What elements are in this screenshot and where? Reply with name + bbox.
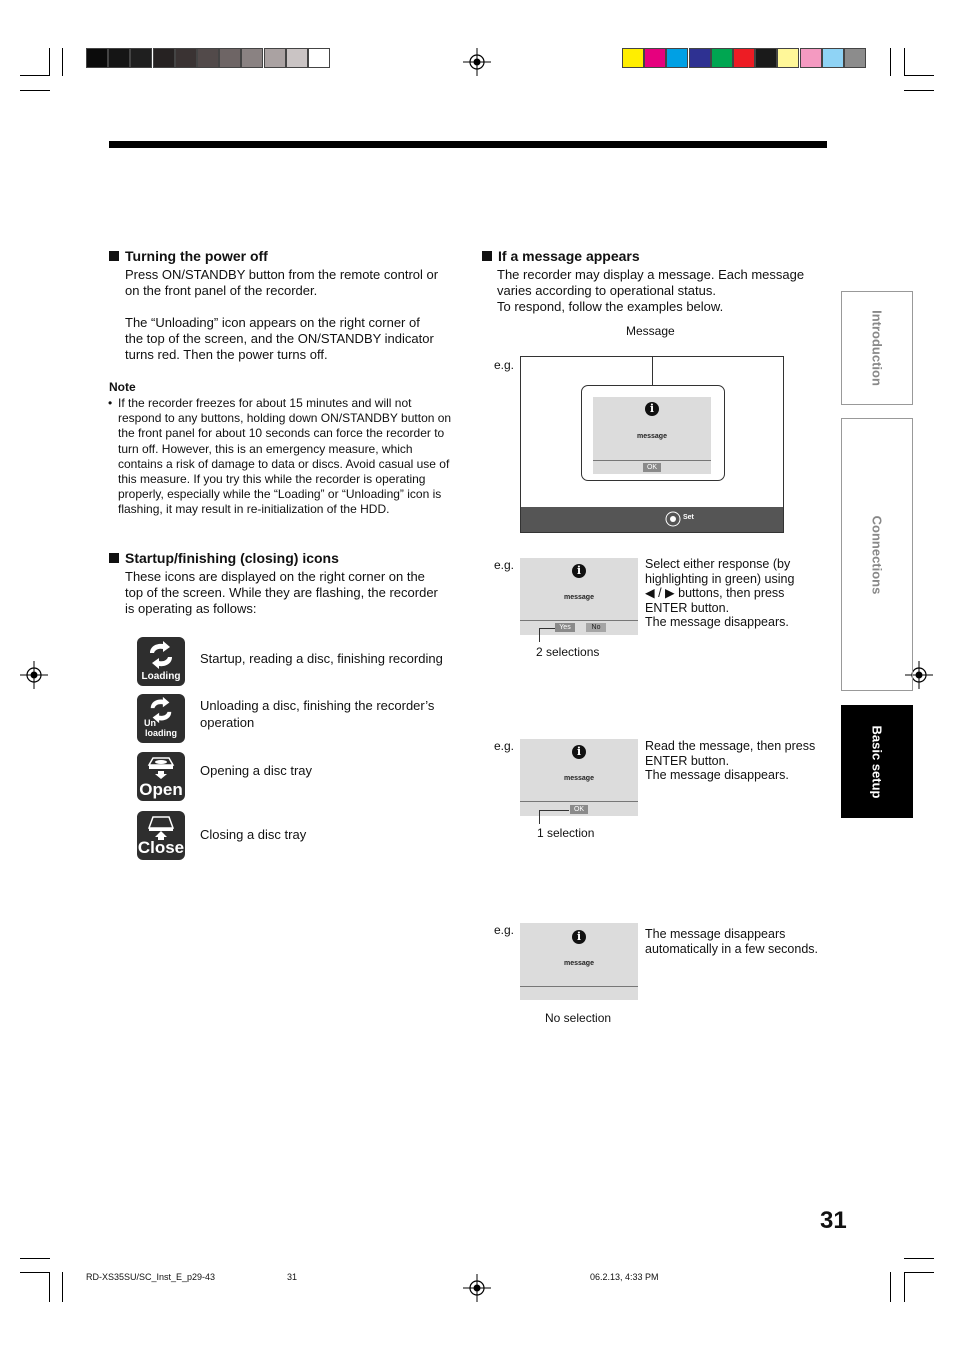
power-off-para2: The “Unloading” icon appears on the right corner of the top of the screen, and the ON/STANDBY indicator turns red. Then the power turns off.	[125, 315, 434, 362]
gray-swatch	[286, 48, 308, 68]
two-selection-caption: 2 selections	[536, 645, 600, 659]
close-tray-icon	[137, 811, 185, 860]
gray-swatch	[241, 48, 263, 68]
note-title: Note	[109, 380, 136, 394]
tab-connections-label: Connections	[869, 515, 885, 594]
close-icon-label: Close	[137, 838, 185, 857]
color-swatch	[711, 48, 733, 68]
color-swatch	[666, 48, 688, 68]
info-icon: i	[572, 930, 586, 944]
open-icon-label: Open	[139, 780, 183, 799]
top-rule	[109, 141, 827, 148]
heading-bullet-icon	[109, 553, 119, 563]
color-swatch	[755, 48, 777, 68]
eg-label-4: e.g.	[494, 923, 515, 937]
color-swatch	[733, 48, 755, 68]
screen-status-bar	[521, 507, 783, 532]
no-selection-desc: The message disappears automatically in a few seconds.	[645, 927, 819, 956]
color-swatch	[800, 48, 822, 68]
one-selection-desc: Read the message, then press ENTER button. The message disappears.	[645, 739, 816, 782]
two-selection-desc: Select either response (by highlighting in green) using ◀ / ▶ buttons, then press ENTER button. The message disappears.	[645, 557, 795, 629]
power-off-title: Turning the power off	[125, 248, 268, 264]
footer-date: 06.2.13, 4:33 PM	[590, 1272, 659, 1282]
no-selection-caption: No selection	[545, 1011, 612, 1025]
one-selection-caption: 1 selection	[537, 826, 595, 840]
gray-swatch	[153, 48, 175, 68]
message-text: message	[637, 433, 667, 440]
tab-basic-setup-label: Basic setup	[869, 725, 885, 798]
message-text: message	[564, 775, 594, 782]
registration-mark-top	[463, 48, 491, 76]
message-dialog-body	[593, 397, 711, 474]
message-intro: The recorder may display a message. Each message varies according to operational status. To respond, follow the examples below.	[497, 267, 805, 314]
heading-bullet-icon	[109, 251, 119, 261]
tab-introduction-label: Introduction	[869, 310, 885, 386]
gray-swatch	[219, 48, 241, 68]
message-text: message	[564, 960, 594, 967]
two-selection-dialog	[520, 558, 638, 635]
icons-title: Startup/finishing (closing) icons	[125, 550, 339, 566]
gray-swatch	[175, 48, 197, 68]
no-selection-dialog	[520, 923, 638, 1000]
message-title: If a message appears	[498, 248, 640, 264]
open-desc: Opening a disc tray	[200, 763, 313, 778]
info-icon: i	[645, 402, 659, 416]
tab-connections[interactable]	[841, 418, 913, 691]
info-icon: i	[572, 564, 586, 578]
footer-page: 31	[287, 1272, 298, 1282]
gray-swatch	[308, 48, 330, 68]
power-off-heading	[109, 248, 268, 264]
no-button[interactable]: No	[586, 623, 606, 632]
set-button-icon	[665, 511, 681, 527]
unloading-icon-label-1: Un	[144, 718, 156, 728]
unloading-icon-label-2: loading	[145, 728, 177, 738]
info-icon: i	[572, 745, 586, 759]
message-callout: Message	[626, 324, 675, 338]
gray-swatch	[108, 48, 130, 68]
color-swatch	[822, 48, 844, 68]
ok-button[interactable]: OK	[570, 805, 588, 814]
registration-mark-bottom	[463, 1274, 491, 1302]
callout-line	[652, 356, 653, 385]
heading-bullet-icon	[482, 251, 492, 261]
tab-introduction[interactable]	[841, 291, 913, 405]
eg-label-1: e.g.	[494, 358, 515, 372]
power-off-para1: Press ON/STANDBY button from the remote control or on the front panel of the recorder.	[125, 267, 439, 298]
registration-mark-left	[20, 661, 48, 689]
open-tray-icon	[137, 752, 185, 801]
message-heading	[482, 248, 640, 264]
icons-intro: These icons are displayed on the right corner on the top of the screen. While they are flashing, the recorder is operating as follows:	[125, 569, 438, 616]
gray-swatch	[130, 48, 152, 68]
eg-label-2: e.g.	[494, 558, 515, 572]
ok-button[interactable]: OK	[643, 463, 661, 472]
set-label: Set	[683, 514, 694, 521]
message-text: message	[564, 594, 594, 601]
unloading-icon	[137, 694, 185, 743]
tv-screen-example	[520, 356, 784, 533]
one-selection-dialog	[520, 739, 638, 816]
page-number: 31	[820, 1207, 847, 1234]
gray-swatch	[197, 48, 219, 68]
gray-swatch	[264, 48, 286, 68]
loading-icon-label: Loading	[141, 671, 181, 682]
color-swatch	[777, 48, 799, 68]
close-desc: Closing a disc tray	[200, 827, 307, 842]
icons-heading	[109, 550, 339, 566]
note-bullet: •	[108, 396, 113, 410]
tab-basic-setup[interactable]	[841, 705, 913, 818]
color-swatch	[689, 48, 711, 68]
loading-icon	[137, 637, 185, 686]
color-swatch	[622, 48, 644, 68]
note-text: If the recorder freezes for about 15 minutes and will not respond to any buttons, holding down ON/STANDBY button on the front panel for about 10 seconds can force the recorder to turn off. However, this is an emergency measure, which contains a risk of damage to data or discs. Avoid casual use of this measure. If you try this while the recorder is operating properly, especially while the “Loading” or “Unloading” icon is flashing, it may result in re-initialization of the HDD.	[118, 396, 452, 517]
footer-file: RD-XS35SU/SC_Inst_E_p29-43	[86, 1272, 216, 1282]
gray-swatch	[86, 48, 108, 68]
message-dialog	[581, 385, 725, 481]
loading-desc: Startup, reading a disc, finishing recording	[200, 651, 443, 666]
yes-button[interactable]: Yes	[555, 623, 575, 632]
color-swatch	[844, 48, 866, 68]
unloading-desc: Unloading a disc, finishing the recorder’s operation	[200, 698, 435, 730]
eg-label-3: e.g.	[494, 739, 515, 753]
color-swatch	[644, 48, 666, 68]
